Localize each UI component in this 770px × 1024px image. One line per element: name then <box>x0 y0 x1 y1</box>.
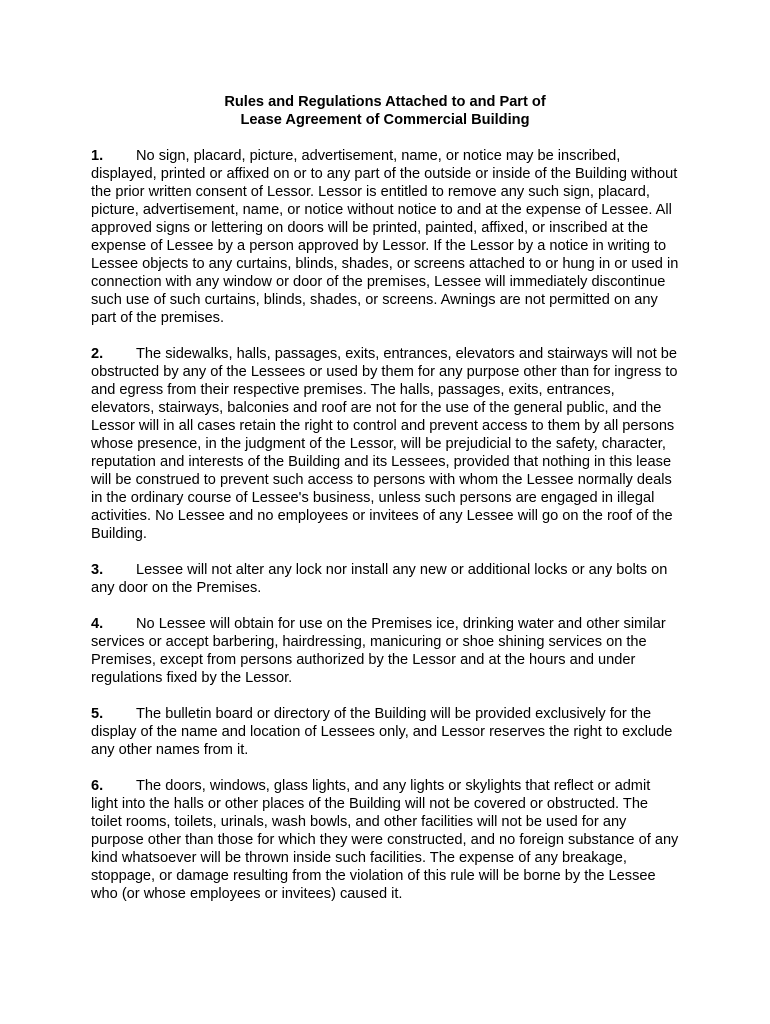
rule-text: No Lessee will obtain for use on the Premises ice, drinking water and other similar services or accept barbering, hairdressing, manicuring or shoe shining services on the Premises, except from persons authorized by the Lessor and at the hours and under regulations fixed by the Lessor. <box>91 616 666 686</box>
rule-text: Lessee will not alter any lock nor install any new or additional locks or any bolts on any door on the Premises. <box>91 562 668 596</box>
document-title <box>0 93 770 129</box>
title-line-2: Lease Agreement of Commercial Building <box>240 112 530 128</box>
rule-text: No sign, placard, picture, advertisement, name, or notice may be inscribed, displayed, printed or affixed on or to any part of the outside or inside of the Building without the prior written consent of Lessor. Lessor is entitled to remove any such sign, placard, picture, advertisement, name, or notice without notice to and at the expense of Lessee. All approved signs or lettering on doors will be printed, painted, affixed, or inscribed at the expense of Lessee by a person approved by Lessor. If the Lessor by a notice in writing to Lessee objects to any curtains, blinds, shades, or screens attached to or hung in or used in connection with any window or door of the premises, Lessee will immediately discontinue such use of such curtains, blinds, shades, or screens. Awnings are not permitted on any part of the premises. <box>91 148 679 326</box>
rule-number: 1. <box>91 148 104 164</box>
rule-paragraph-3 <box>91 561 681 597</box>
rule-text: The doors, windows, glass lights, and any lights or skylights that reflect or admit light into the halls or other places of the Building will not be covered or obstructed. The toilet rooms, toilets, urinals, wash bowls, and other facilities will not be used for any purpose other than those for which they were constructed, and no foreign substance of any kind whatsoever will be thrown inside such facilities. The expense of any breakage, stoppage, or damage resulting from the violation of this rule will be borne by the Lessee who (or whose employees or invitees) caused it. <box>91 778 679 902</box>
rule-paragraph-1 <box>91 147 681 327</box>
rule-number: 4. <box>91 616 104 632</box>
rule-text: The bulletin board or directory of the Building will be provided exclusively for the display of the name and location of Lessees only, and Lessor reserves the right to exclude any other names from it. <box>91 706 673 758</box>
rule-number: 3. <box>91 562 104 578</box>
rule-number: 5. <box>91 706 104 722</box>
rule-paragraph-5 <box>91 705 681 759</box>
rule-number: 2. <box>91 346 104 362</box>
rule-number: 6. <box>91 778 104 794</box>
rule-paragraph-2 <box>91 345 681 543</box>
document-body <box>91 147 681 921</box>
title-line-1: Rules and Regulations Attached to and Part of <box>224 94 546 110</box>
rule-paragraph-4 <box>91 615 681 687</box>
rule-text: The sidewalks, halls, passages, exits, entrances, elevators and stairways will not be obstructed by any of the Lessees or used by them for any purpose other than for ingress to and egress from their respective premises. The halls, passages, exits, entrances, elevators, stairways, balconies and roof are not for the use of the general public, and the Lessor will in all cases retain the right to control and prevent access to them by all persons whose presence, in the judgment of the Lessor, will be prejudicial to the safety, character, reputation and interests of the Building and its Lessees, provided that nothing in this lease will be construed to prevent such access to persons with whom the Lessee normally deals in the ordinary course of Lessee's business, unless such persons are engaged in illegal activities. No Lessee and no employees or invitees of any Lessee will go on the roof of the Building. <box>91 346 678 542</box>
rule-paragraph-6 <box>91 777 681 903</box>
